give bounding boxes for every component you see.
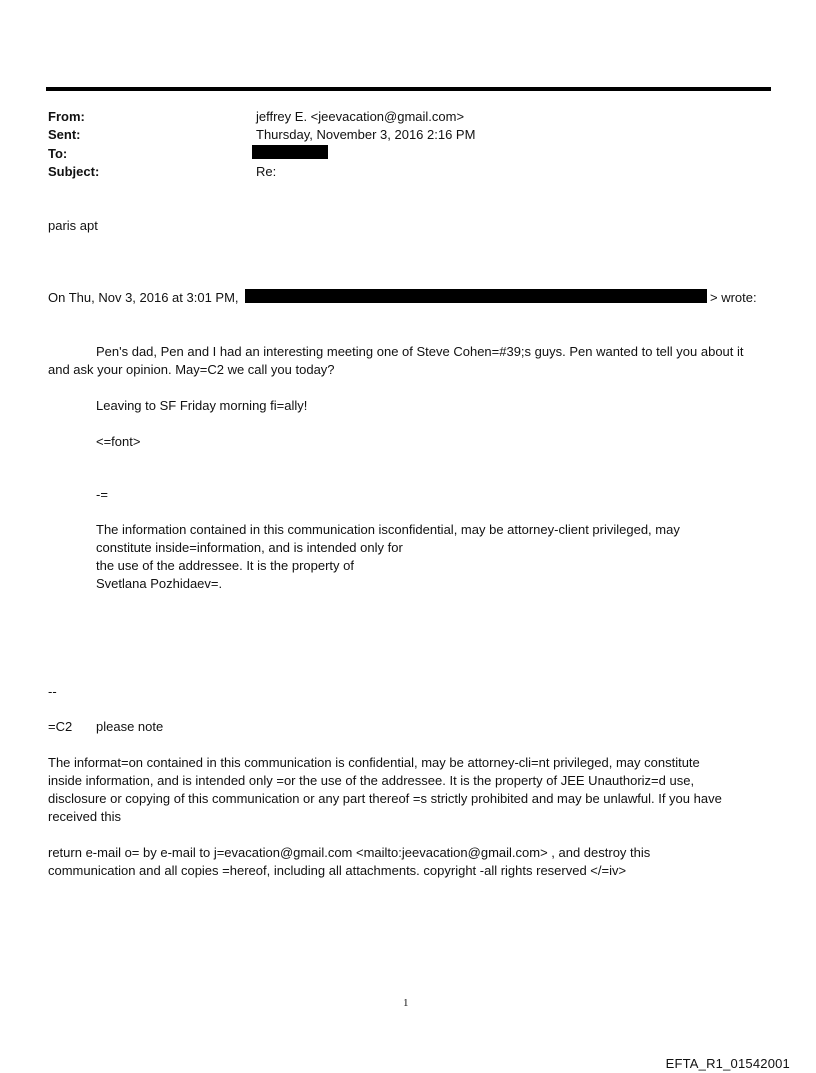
from-value: jeffrey E. <jeevacation@gmail.com>: [256, 109, 465, 124]
footer-para2-line1: return e-mail o= by e-mail to j=evacation@gmail.com <mailto:jeevacation@gmail.com> , and destroy this: [48, 845, 651, 860]
quoted-font-tag: <=font>: [96, 434, 141, 449]
reply-text: paris apt: [48, 218, 98, 233]
footer-para2-line2: communication and all copies =hereof, including all attachments. copyright -all rights reserved </=iv>: [48, 863, 627, 878]
sent-label: Sent:: [48, 127, 81, 142]
subject-label: Subject:: [48, 164, 100, 179]
quote-wrote: > wrote:: [710, 290, 757, 305]
quoted-confidential-line1: The information contained in this communication isconfidential, may be attorney-client privileged, may: [96, 522, 680, 537]
subject-value: Re:: [256, 164, 277, 179]
footer-para1-line4: received this: [48, 809, 121, 824]
header-rule: [46, 87, 771, 91]
footer-para1-line3: disclosure or copying of this communication or any part thereof =s strictly prohibited and may be unlawful. If you have: [48, 791, 722, 806]
to-label: To:: [48, 146, 68, 161]
footer-para1-line1: The informat=on contained in this communication is confidential, may be attorney-cli=nt privileged, may constitute: [48, 755, 700, 770]
page-number: 1: [403, 997, 409, 1009]
footer-c2: =C2: [48, 719, 73, 734]
footer-please-note: please note: [96, 719, 164, 734]
quote-intro: On Thu, Nov 3, 2016 at 3:01 PM,: [48, 290, 239, 305]
footer-dashes: --: [48, 684, 57, 699]
quoted-confidential-line4: Svetlana Pozhidaev=.: [96, 576, 223, 591]
bates-number: EFTA_R1_01542001: [665, 1056, 790, 1071]
quoted-sig-separator: -=: [96, 487, 108, 502]
sent-value: Thursday, November 3, 2016 2:16 PM: [256, 127, 476, 142]
quoted-confidential-line3: the use of the addressee. It is the property of: [96, 558, 354, 573]
quoted-confidential-line2: constitute inside=information, and is intended only for: [96, 540, 403, 555]
from-label: From:: [48, 109, 85, 124]
quoted-para2: Leaving to SF Friday morning fi=ally!: [96, 398, 308, 413]
quoted-para1-line2: and ask your opinion. May=C2 we call you today?: [48, 362, 335, 377]
quoted-para1-line1: Pen's dad, Pen and I had an interesting meeting one of Steve Cohen=#39;s guys. Pen wanted to tell you about it: [96, 344, 744, 359]
sender-redaction: [245, 289, 707, 303]
footer-para1-line2: inside information, and is intended only =or the use of the addressee. It is the property of JEE Unauthoriz=d use,: [48, 773, 695, 788]
to-redaction: [252, 145, 328, 159]
